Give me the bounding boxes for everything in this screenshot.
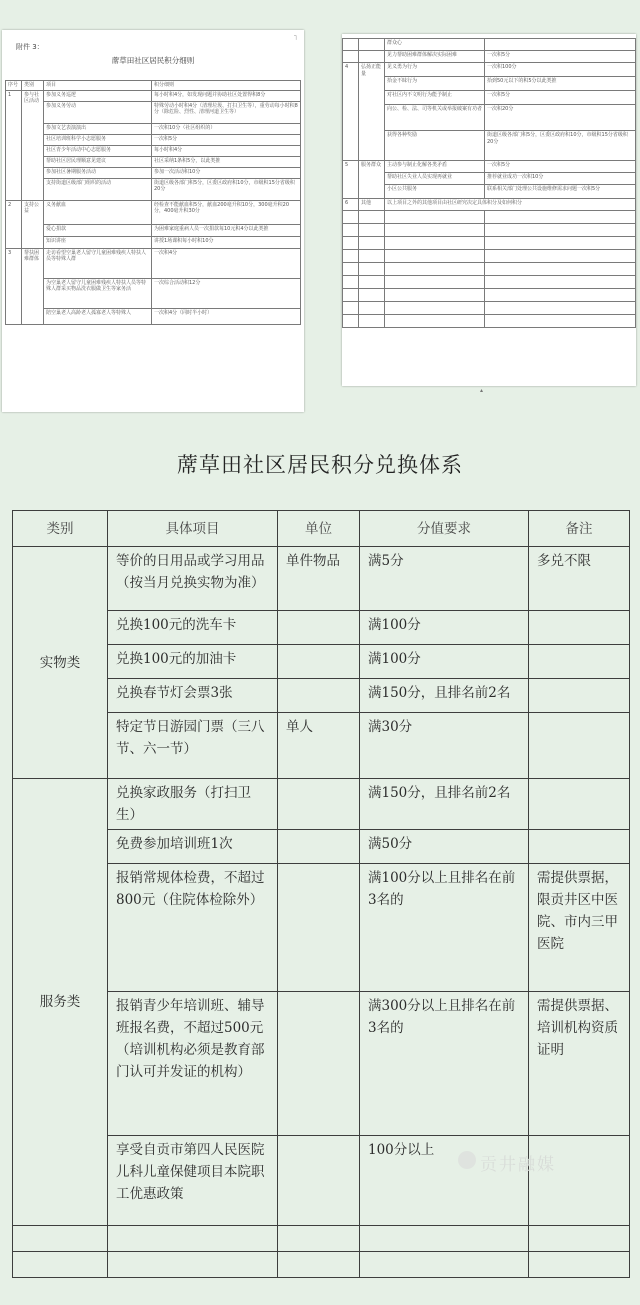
mini-item: 爱心捐款 xyxy=(44,224,152,236)
mini-empty-row xyxy=(343,224,636,237)
mini-row xyxy=(6,90,301,101)
annex-label: 附件 3： xyxy=(16,43,44,51)
mini-header-cell: 序号 xyxy=(6,81,22,91)
mini-row xyxy=(343,39,636,51)
mini-empty-cell xyxy=(485,250,636,263)
mini-rule: 推荐就业成功一次积10分 xyxy=(485,173,636,185)
mini-row xyxy=(343,105,636,131)
mini-rule xyxy=(485,39,636,51)
document-page-1 xyxy=(2,30,304,412)
mini-empty-cell xyxy=(343,263,359,276)
empty-cell xyxy=(529,1252,630,1278)
mini-empty-cell xyxy=(343,250,359,263)
mini-empty-row xyxy=(343,211,636,224)
mini-empty-row xyxy=(343,315,636,328)
exchange-item: 兑换100元的加油卡 xyxy=(108,645,278,679)
exchange-note xyxy=(529,830,630,864)
exchange-item: 兑换100元的洗车卡 xyxy=(108,611,278,645)
mini-row xyxy=(6,134,301,145)
exchange-item: 报销常规体检费，不超过800元（住院体检除外） xyxy=(108,864,278,992)
mini-empty-cell xyxy=(359,315,385,328)
mini-item: 走访看望空巢老人留守儿童困难残疾人特扶人员等特殊人群 xyxy=(44,248,152,278)
mini-empty-cell xyxy=(385,263,485,276)
exchange-note xyxy=(529,611,630,645)
mini-rule: 以上项目之外的其他项目由社区研究决定具体积分及如何积分 xyxy=(385,199,636,211)
mini-empty-cell xyxy=(385,289,485,302)
mini-rule: 一次积20分 xyxy=(485,105,636,131)
mini-row-number xyxy=(343,39,359,51)
mini-header-cell: 积分细则 xyxy=(152,81,301,91)
mini-item: 拾金不昧行为 xyxy=(385,77,485,91)
exchange-item: 兑换家政服务（打扫卫生） xyxy=(108,779,278,830)
mini-item: 帮助社区居民理顺意见建议 xyxy=(44,156,152,167)
mini-rule: 街道区级各部门积5分，区委区政府积10分，市级积15分省级积20分 xyxy=(152,178,301,200)
exchange-note xyxy=(529,779,630,830)
mini-empty-cell xyxy=(359,224,385,237)
exchange-unit xyxy=(278,779,360,830)
mini-item: 参加义务劳动 xyxy=(44,101,152,123)
exchange-note: 多兑不限 xyxy=(529,547,630,611)
mini-empty-cell xyxy=(359,276,385,289)
mini-rule: 社区采纳1条积5分，以此类推 xyxy=(152,156,301,167)
exchange-unit xyxy=(278,679,360,713)
mini-category: 其他 xyxy=(359,199,385,211)
mini-category: 帮扶困难群体 xyxy=(22,248,44,324)
mini-empty-row xyxy=(343,276,636,289)
mini-rule: 参加一次活动积10分 xyxy=(152,167,301,178)
header-item: 具体项目 xyxy=(108,511,278,547)
mini-empty-cell xyxy=(385,250,485,263)
mini-row xyxy=(6,236,301,248)
mini-category: 服务群众 xyxy=(359,161,385,199)
mini-empty-cell xyxy=(485,263,636,276)
exchange-score: 100分以上 xyxy=(360,1136,529,1226)
mini-rule: 每小时积4分 xyxy=(152,145,301,156)
mini-row xyxy=(343,63,636,77)
mini-header-cell: 项目 xyxy=(44,81,152,91)
mini-item: 陪空巢老人高龄老人孤寡老人等特殊人 xyxy=(44,308,152,324)
mini-empty-cell xyxy=(359,211,385,224)
mini-empty-cell xyxy=(485,276,636,289)
exchange-note xyxy=(529,1136,630,1226)
exchange-score: 满50分 xyxy=(360,830,529,864)
mini-row-number: 5 xyxy=(343,161,359,199)
mini-empty-row xyxy=(343,289,636,302)
points-rules-table-continued xyxy=(342,38,636,328)
mini-empty-cell xyxy=(385,211,485,224)
mini-item: 向公、检、法、司等机关或举报破案有功者 xyxy=(385,105,485,131)
mini-item: 参加义务巡逻 xyxy=(44,90,152,101)
mini-rule: 讲授1场课积每小时积10分 xyxy=(152,236,301,248)
mini-empty-cell xyxy=(343,224,359,237)
mini-empty-cell xyxy=(485,224,636,237)
mini-item: 群众心 xyxy=(385,39,485,51)
mini-empty-cell xyxy=(343,302,359,315)
mini-item: 见力帮助困难群体解决实际困难 xyxy=(385,51,485,63)
mini-empty-row xyxy=(343,237,636,250)
mini-rule: 街道区级各部门积5分，区委区政府积10分，市级积15分省级积20分 xyxy=(485,131,636,161)
exchange-score: 满150分，且排名前2名 xyxy=(360,779,529,830)
mini-row xyxy=(6,278,301,308)
mini-empty-cell xyxy=(385,302,485,315)
mini-empty-cell xyxy=(485,237,636,250)
exchange-unit xyxy=(278,1136,360,1226)
mini-item: 见义勇为行为 xyxy=(385,63,485,77)
mini-empty-cell xyxy=(485,302,636,315)
exchange-unit: 单件物品 xyxy=(278,547,360,611)
exchange-item: 享受自贡市第四人民医院儿科儿童保健项目本院职工优惠政策 xyxy=(108,1136,278,1226)
mini-row xyxy=(6,123,301,134)
mini-item: 参加社区暑期服务活动 xyxy=(44,167,152,178)
mini-item: 获得各种奖励 xyxy=(385,131,485,161)
mini-empty-row xyxy=(343,250,636,263)
mini-row-number: 2 xyxy=(6,200,22,248)
header-note: 备注 xyxy=(529,511,630,547)
mini-category: 参与社区活动 xyxy=(22,90,44,200)
exchange-unit xyxy=(278,830,360,864)
empty-cell xyxy=(360,1226,529,1252)
mini-empty-cell xyxy=(359,302,385,315)
mini-row xyxy=(6,308,301,324)
exchange-note xyxy=(529,645,630,679)
mini-row xyxy=(343,199,636,211)
mini-empty-cell xyxy=(385,224,485,237)
page-corner-mark: ┐ xyxy=(294,32,299,40)
mini-rule: 一次积5分 xyxy=(152,134,301,145)
mini-row xyxy=(6,167,301,178)
exchange-unit xyxy=(278,611,360,645)
mini-item: 社区青少年活动中心志愿服务 xyxy=(44,145,152,156)
mini-empty-row xyxy=(343,302,636,315)
exchange-note: 需提供票据、培训机构资质证明 xyxy=(529,992,630,1136)
exchange-score: 满5分 xyxy=(360,547,529,611)
mini-rule: 拾到50元以下的积5分以此类推 xyxy=(485,77,636,91)
mini-rule: 一次积4分 xyxy=(152,248,301,278)
exchange-score: 满100分 xyxy=(360,645,529,679)
document-page-2 xyxy=(342,34,636,386)
header-unit: 单位 xyxy=(278,511,360,547)
mini-row xyxy=(343,161,636,173)
mini-rule: 一次积10分（社区组织的） xyxy=(152,123,301,134)
mini-item: 知识讲座 xyxy=(44,236,152,248)
mini-row xyxy=(6,101,301,123)
mini-item: 参加文艺表演演出 xyxy=(44,123,152,134)
mini-rule: 每小时积4分，如发现问题并协助社区处置得积8分 xyxy=(152,90,301,101)
mini-row xyxy=(343,77,636,91)
mini-row-number: 3 xyxy=(6,248,22,324)
empty-cell xyxy=(360,1252,529,1278)
mini-row-number: 1 xyxy=(6,90,22,200)
mini-empty-cell xyxy=(385,276,485,289)
mini-category xyxy=(359,51,385,63)
mini-item: 对社区内不文明行为能予制止 xyxy=(385,91,485,105)
mini-empty-cell xyxy=(485,315,636,328)
mini-category: 弘扬正能量 xyxy=(359,63,385,161)
mini-item: 为空巢老人留守儿童困难残疾人特扶人员等特殊人群采买物品洗衣服做卫生等家务活 xyxy=(44,278,152,308)
mini-empty-cell xyxy=(359,289,385,302)
mini-row xyxy=(6,156,301,167)
exchange-item: 报销青少年培训班、辅导班报名费，不超过500元（培训机构必须是教育部门认可并发证的机构） xyxy=(108,992,278,1136)
points-rules-title: 蓆草田社区居民积分细则 xyxy=(111,56,195,65)
exchange-score: 满100分以上且排名在前3名的 xyxy=(360,864,529,992)
exchange-unit xyxy=(278,645,360,679)
header-category: 类别 xyxy=(13,511,108,547)
watermark-logo-icon xyxy=(458,1151,476,1169)
mini-header-row xyxy=(6,81,301,91)
mini-row-number: 4 xyxy=(343,63,359,161)
page-fold-icon[interactable]: ▴ xyxy=(480,387,484,394)
mini-row-number xyxy=(343,51,359,63)
empty-cell xyxy=(278,1252,360,1278)
mini-row xyxy=(343,131,636,161)
mini-category: 支持公益 xyxy=(22,200,44,248)
mini-rule: 联系相关部门处理公共设施维修需求问题一次积5分 xyxy=(485,185,636,199)
empty-cell xyxy=(13,1252,108,1278)
mini-row xyxy=(6,248,301,278)
empty-cell xyxy=(13,1226,108,1252)
exchange-unit xyxy=(278,864,360,992)
exchange-system-title: 蓆草田社区居民积分兑换体系 xyxy=(177,453,463,477)
mini-row xyxy=(6,178,301,200)
mini-row xyxy=(343,173,636,185)
exchange-score: 满150分，且排名前2名 xyxy=(360,679,529,713)
mini-empty-row xyxy=(343,263,636,276)
empty-cell xyxy=(108,1252,278,1278)
mini-item: 义务献血 xyxy=(44,200,152,224)
mini-empty-cell xyxy=(359,250,385,263)
category-service: 服务类 xyxy=(13,779,108,1226)
exchange-unit xyxy=(278,992,360,1136)
exchange-item: 特定节日游园门票（三八节、六一节） xyxy=(108,713,278,779)
mini-empty-cell xyxy=(385,237,485,250)
mini-item: 社区培训班科学小志愿服务 xyxy=(44,134,152,145)
mini-empty-cell xyxy=(343,276,359,289)
empty-cell xyxy=(278,1226,360,1252)
points-rules-table xyxy=(5,80,301,325)
mini-row xyxy=(6,200,301,224)
mini-row xyxy=(343,51,636,63)
mini-empty-cell xyxy=(385,315,485,328)
mini-row xyxy=(343,185,636,199)
mini-rule: 一次积5分 xyxy=(485,91,636,105)
exchange-score: 满300分以上且排名在前3名的 xyxy=(360,992,529,1136)
mini-empty-cell xyxy=(343,315,359,328)
empty-cell xyxy=(108,1226,278,1252)
mini-empty-cell xyxy=(359,263,385,276)
exchange-item: 兑换春节灯会票3张 xyxy=(108,679,278,713)
exchange-item: 免费参加培训班1次 xyxy=(108,830,278,864)
mini-rule: 为困难家庭重病人员一次捐款每10元积4分以此类推 xyxy=(152,224,301,236)
mini-item: 小区公共服务 xyxy=(385,185,485,199)
mini-item: 支持街道区级部门组织的活动 xyxy=(44,178,152,200)
mini-row-number: 6 xyxy=(343,199,359,211)
exchange-note xyxy=(529,713,630,779)
mini-empty-cell xyxy=(343,211,359,224)
category-physical: 实物类 xyxy=(13,547,108,779)
exchange-unit: 单人 xyxy=(278,713,360,779)
watermark: 贡井融媒 xyxy=(480,1155,556,1175)
mini-rule: 一次积4分（同时半小时） xyxy=(152,308,301,324)
mini-row xyxy=(6,145,301,156)
mini-empty-cell xyxy=(485,211,636,224)
exchange-item: 等价的日用品或学习用品（按当月兑换实物为准） xyxy=(108,547,278,611)
mini-empty-cell xyxy=(359,237,385,250)
mini-rule: 一次积5分 xyxy=(485,161,636,173)
mini-empty-cell xyxy=(485,289,636,302)
mini-rule: 一次积100分 xyxy=(485,63,636,77)
header-score: 分值要求 xyxy=(360,511,529,547)
mini-header-cell: 类别 xyxy=(22,81,44,91)
exchange-score: 满30分 xyxy=(360,713,529,779)
exchange-note: 需提供票据，限贡井区中医院、市内三甲医院 xyxy=(529,864,630,992)
empty-cell xyxy=(529,1226,630,1252)
mini-empty-cell xyxy=(343,289,359,302)
exchange-score: 满100分 xyxy=(360,611,529,645)
mini-item: 主动参与制止化解各类矛盾 xyxy=(385,161,485,173)
mini-category xyxy=(359,39,385,51)
mini-item: 帮助社区失业人员实现再就业 xyxy=(385,173,485,185)
mini-rule: 特殊劳动小时积4分（清理垃圾、打扫卫生等），重劳动每小时积8分（除危险、烈性、清理河道卫生等） xyxy=(152,101,301,123)
mini-row xyxy=(343,91,636,105)
mini-rule: 经检查不能献血积5分，献血200毫升积10分，300毫升积20分，400毫升积30分 xyxy=(152,200,301,224)
mini-row xyxy=(6,224,301,236)
exchange-note xyxy=(529,679,630,713)
mini-empty-cell xyxy=(343,237,359,250)
mini-rule: 一次积5分 xyxy=(485,51,636,63)
mini-rule: 一次综合活动积12分 xyxy=(152,278,301,308)
